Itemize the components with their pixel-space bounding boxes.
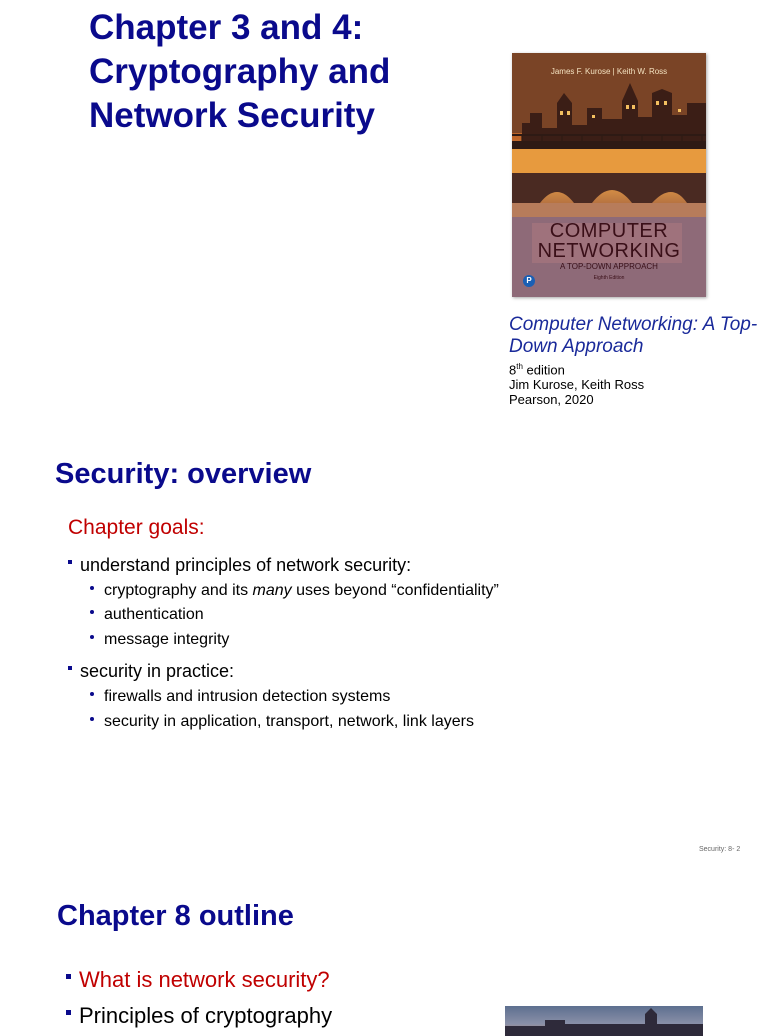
subitem-text-a: cryptography and its	[104, 582, 253, 599]
goal-subitem	[90, 687, 390, 707]
goal-item-text: understand principles of network security:	[80, 555, 412, 575]
outline-item	[66, 967, 330, 993]
goal-subitem	[90, 581, 499, 601]
cover-title	[512, 221, 706, 261]
book-publisher: Pearson, 2020	[509, 392, 594, 408]
outline-item-text: What is network security?	[79, 967, 330, 992]
outline-item	[66, 1003, 332, 1029]
square-bullet-icon	[66, 1010, 71, 1015]
outline-item-text: Principles of cryptography	[79, 1003, 333, 1028]
edition-number: 8	[509, 362, 517, 378]
square-bullet-icon	[68, 666, 72, 670]
goal-item	[68, 554, 411, 576]
edition-word: edition	[522, 362, 565, 378]
cover-edition: Eighth Edition	[593, 275, 625, 281]
edition-suffix: th	[516, 362, 523, 371]
goal-item	[68, 660, 234, 682]
chapter-goals-heading: Chapter goals:	[68, 516, 205, 539]
round-bullet-icon	[90, 717, 94, 721]
subitem-text: security in application, transport, network, link layers	[104, 713, 474, 730]
subitem-text: firewalls and intrusion detection systems	[104, 688, 391, 705]
goal-subitem	[90, 712, 474, 732]
subitem-text-b: uses beyond “confidentiality”	[291, 582, 499, 599]
round-bullet-icon	[90, 610, 94, 614]
cover-title-line1: COMPUTER	[549, 220, 669, 242]
goal-subitem	[90, 605, 204, 625]
subitem-text: message integrity	[104, 631, 230, 648]
book-cover-thumbnail	[505, 1006, 703, 1036]
square-bullet-icon	[66, 974, 71, 979]
round-bullet-icon	[90, 586, 94, 590]
goal-subitem	[90, 630, 229, 650]
goal-item-text: security in practice:	[80, 661, 235, 681]
book-authors: Jim Kurose, Keith Ross	[509, 377, 645, 393]
slide3-title: Chapter 8 outline	[57, 900, 294, 932]
subitem-emphasis: many	[252, 582, 292, 599]
book-cover-image	[512, 53, 706, 297]
book-title: Computer Networking: A Top-Down Approach	[509, 314, 758, 357]
cover-subtitle: A TOP-DOWN APPROACH	[560, 262, 658, 271]
book-edition	[509, 359, 644, 377]
round-bullet-icon	[90, 635, 94, 639]
cover-title-line2: NETWORKING	[537, 240, 681, 262]
square-bullet-icon	[68, 560, 72, 564]
slide-footer: Security: 8- 2	[699, 846, 741, 853]
pearson-logo-icon: P	[523, 275, 535, 287]
round-bullet-icon	[90, 692, 94, 696]
book-meta	[509, 359, 644, 407]
thumbnail-artwork	[505, 1006, 703, 1036]
slide2-title: Security: overview	[55, 458, 312, 490]
cover-authors: James F. Kurose | Keith W. Ross	[550, 67, 668, 76]
subitem-text: authentication	[104, 606, 204, 623]
slide1-title: Chapter 3 and 4: Cryptography and Network Security	[89, 8, 391, 135]
